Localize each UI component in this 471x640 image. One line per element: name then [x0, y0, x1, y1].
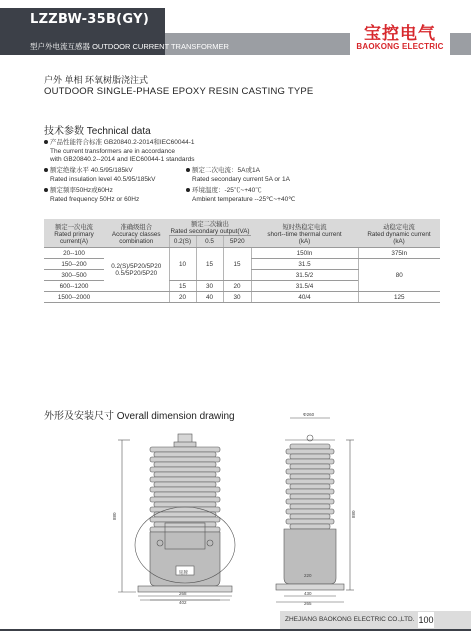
footer-line [0, 629, 471, 631]
col-secondary-output: 额定二次输出 Rated secondary output(VA) [170, 221, 250, 235]
model-title: LZZBW-35B(GY) [30, 12, 150, 27]
table-row: 300--500 31.5/2 [44, 270, 440, 281]
model-subtitle: 型户外电流互感器 OUTDOOR CURRENT TRANSFORMER [30, 42, 229, 51]
svg-text:220: 220 [304, 573, 312, 578]
table-row: 600--1200 15 30 20 31.5/4 [44, 281, 440, 292]
spec-insulation: 额定绝缘水平 40.5/95/185kV Rated insulation level 40.5/95/185kV [44, 167, 156, 184]
table-row: 20--100 0.2(S)/5P20/5P20 0.5/5P20/5P20 10 15 15 150In 375In [44, 248, 440, 259]
svg-text:Φ260: Φ260 [303, 412, 315, 417]
svg-text:880: 880 [351, 510, 356, 518]
page-number: 100 [418, 612, 434, 628]
col-5p20: 5P20 [223, 236, 251, 248]
spec-secondary-current: 额定二次电流：5A或1A Rated secondary current 5A or 1A [186, 167, 290, 184]
type-en: OUTDOOR SINGLE-PHASE EPOXY RESIN CASTING TYPE [44, 86, 314, 97]
logo-en-text: BAOKONG ELECTRIC [356, 42, 444, 51]
type-cn: 户外 单相 环氧树脂浇注式 [44, 75, 149, 85]
svg-text:402: 402 [179, 600, 187, 605]
col-02s: 0.2(S) [169, 236, 196, 248]
spec-temperature: 环境温度：-25℃~+40℃ Ambient temperature --25℃~+40℃ [186, 187, 295, 204]
table-row: 150--200 31.5 80 [44, 259, 440, 270]
drawing-title: 外形及安装尺寸 Overall dimension drawing [44, 411, 235, 422]
svg-text:265: 265 [304, 601, 312, 606]
col-thermal: 短时热稳定电流 short--time thermal current (kA) [251, 219, 358, 248]
footer-company: ZHEJIANG BAOKONG ELECTRIC CO.,LTD. [285, 616, 415, 623]
accuracy-cell: 0.2(S)/5P20/5P20 0.5/5P20/5P20 [104, 248, 169, 292]
svg-text:430: 430 [304, 591, 312, 596]
spec-frequency: 额定频率50Hz或60Hz Rated frequency 50Hz or 60Hz [44, 187, 139, 204]
table-row: 1500--2000 20 40 30 40/4 125 [44, 292, 440, 303]
technical-data-title: 技术参数 Technical data [44, 126, 151, 137]
logo-cn-text: 宝控电气 [364, 24, 436, 44]
svg-text:268: 268 [179, 591, 187, 596]
col-05: 0.5 [196, 236, 223, 248]
col-rated-primary: 额定一次电流 Rated primary current(A) [44, 219, 104, 248]
spec-standard: 产品性能符合标准 GB20840.2-2014和IEC60044-1 The current transformers are in accordance with GB20840.2--2014 and IEC60044-1 standards [44, 139, 195, 165]
col-accuracy: 准确级组合 Accuracy classes combination [104, 219, 169, 248]
col-dynamic: 动稳定电流 Rated dynamic current (kA) [358, 219, 440, 248]
svg-text:880: 880 [112, 512, 117, 520]
svg-text:铭牌: 铭牌 [179, 570, 188, 575]
